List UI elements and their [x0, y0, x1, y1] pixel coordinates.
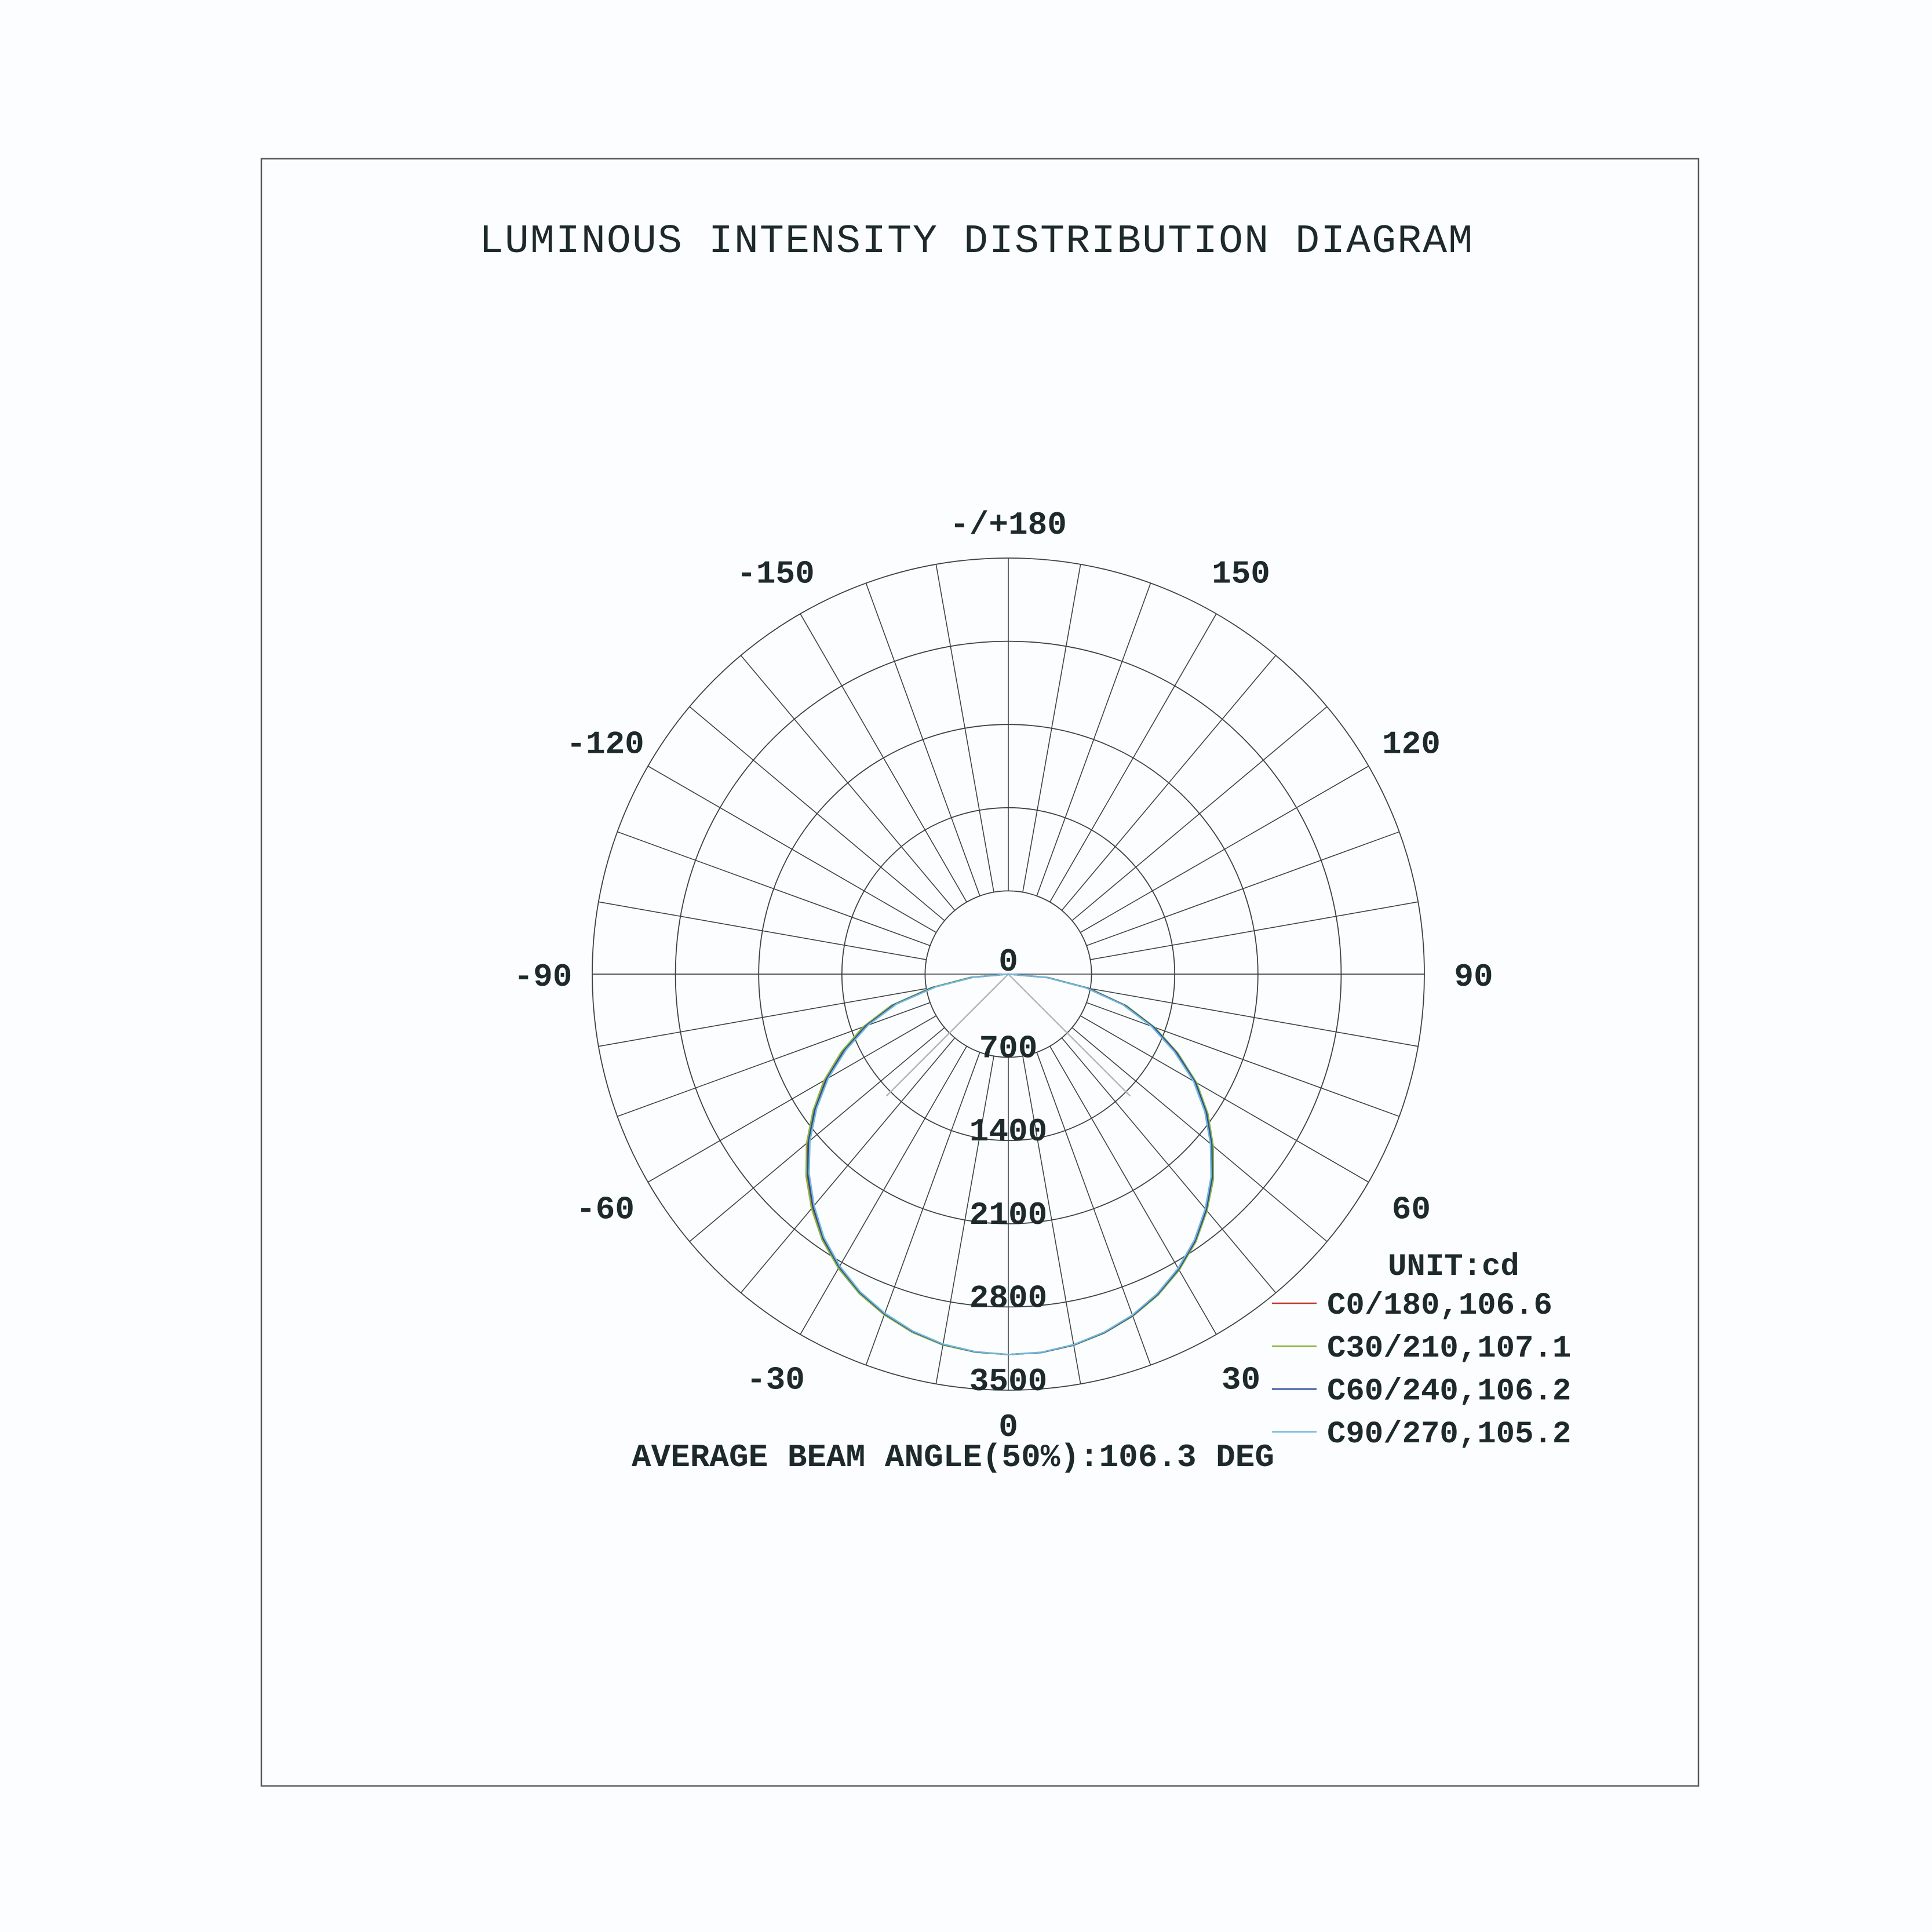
- legend-label: C30/210,107.1: [1327, 1331, 1572, 1366]
- legend: [1272, 1288, 1571, 1452]
- ring-label: 700: [979, 1030, 1038, 1067]
- angle-label: 90: [1454, 958, 1493, 996]
- ring-label: 2100: [969, 1196, 1048, 1234]
- angle-label: -120: [566, 726, 644, 763]
- center-zero-label: 0: [998, 943, 1018, 980]
- legend-label: C60/240,106.2: [1327, 1374, 1572, 1409]
- angle-label: -30: [746, 1361, 805, 1399]
- angle-label: -/+180: [950, 506, 1067, 544]
- angle-label: -60: [576, 1191, 635, 1229]
- angle-label: -90: [513, 958, 573, 996]
- legend-label: C0/180,106.6: [1327, 1288, 1552, 1324]
- angle-label: 60: [1391, 1191, 1431, 1229]
- angle-label: 120: [1382, 726, 1441, 763]
- angle-label: 150: [1212, 555, 1270, 593]
- legend-label: C90/270,105.2: [1327, 1417, 1572, 1452]
- ring-label: 2800: [969, 1280, 1048, 1317]
- ring-label: 1400: [969, 1113, 1048, 1151]
- ring-label: 3500: [969, 1363, 1048, 1400]
- angle-label: 30: [1221, 1361, 1261, 1399]
- angle-label: -150: [737, 555, 815, 593]
- unit-label: UNIT:cd: [1388, 1249, 1519, 1285]
- chart-title: LUMINOUS INTENSITY DISTRIBUTION DIAGRAM: [479, 219, 1474, 265]
- beam-angle-text: AVERAGE BEAM ANGLE(50%):106.3 DEG: [632, 1439, 1274, 1476]
- bottom-zero-label: 0: [998, 1409, 1018, 1446]
